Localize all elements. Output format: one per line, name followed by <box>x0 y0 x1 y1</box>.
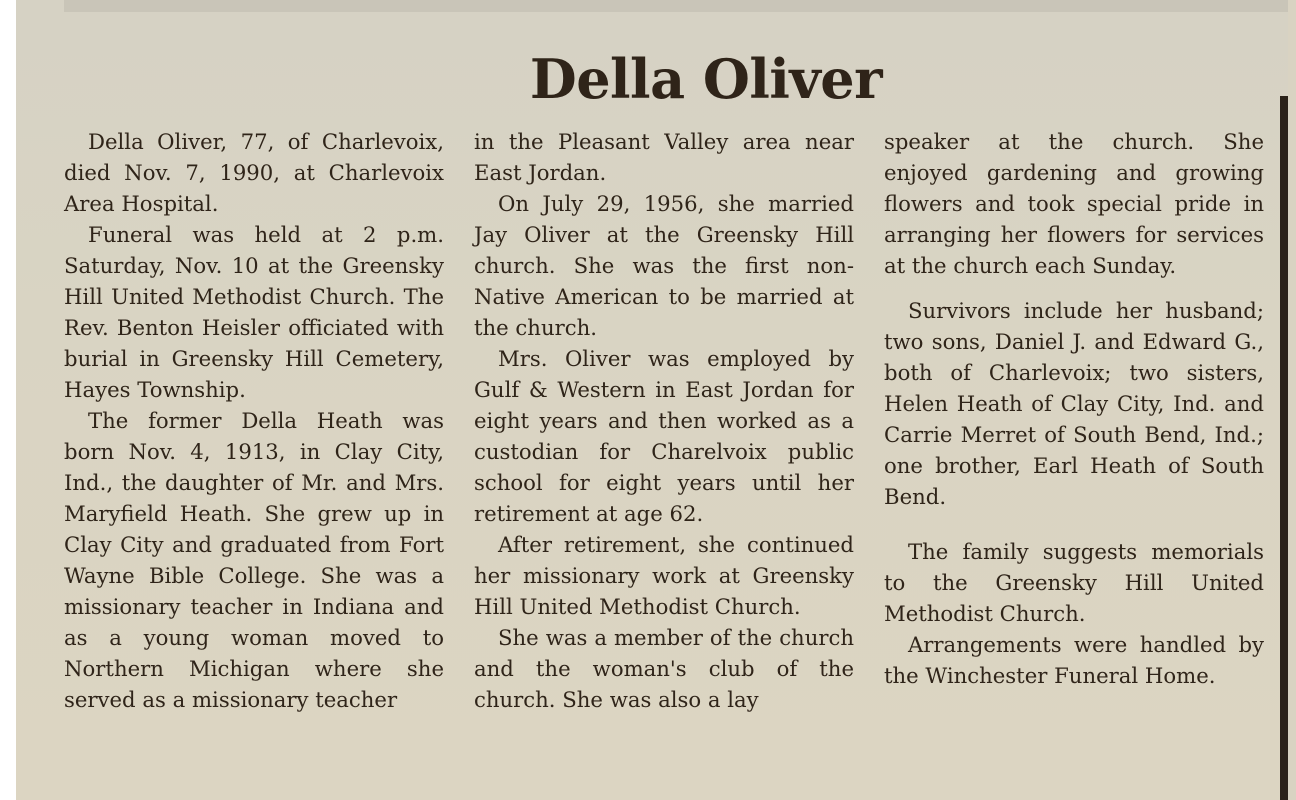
paragraph-retirement: After retirement, she continued her missionary work at Greensky Hill United Methodist Church. <box>474 532 854 619</box>
paragraph-marriage: On July 29, 1956, she married Jay Oliver at the Greensky Hill church. She was the first non-Native American to be married at the church. <box>474 191 854 340</box>
paragraph-survivors: Survivors include her husband; two sons, Daniel J. and Edward G., both of Charlevoix; two sisters, Helen Heath of Clay City, Ind. and Carrie Merret of South Bend, Ind.; one brother, Earl Heath of South Bend. <box>884 298 1264 509</box>
paragraph-employment: Mrs. Oliver was employed by Gulf & Western in East Jordan for eight years and then worked as a custodian for Charelvoix public school for eight years until her retirement at age 62. <box>474 346 854 526</box>
column-1 <box>64 126 444 715</box>
spacer <box>884 281 1264 295</box>
column-3 <box>884 126 1264 691</box>
paragraph-funeral: Funeral was held at 2 p.m. Saturday, Nov. 10 at the Greensky Hill United Methodist Church. The Rev. Benton Heisler officiated with burial in Greensky Hill Cemetery, Hayes Township. <box>64 222 444 402</box>
paragraph-biography: The former Della Heath was born Nov. 4, 1913, in Clay City, Ind., the daughter of Mr. and Mrs. Maryfield Heath. She grew up in Clay City and graduated from Fort Wayne Bible College. She was a missionary teacher in Indiana and as a young woman moved to Northern Michigan where she served as a missionary teacher <box>64 408 444 712</box>
column-2 <box>474 126 854 715</box>
paragraph-death-notice: Della Oliver, 77, of Charlevoix, died Nov. 7, 1990, at Charlevoix Area Hospital. <box>64 129 444 216</box>
paragraph-arrangements: Arrangements were handled by the Winchester Funeral Home. <box>884 632 1264 688</box>
page-margin <box>0 0 16 800</box>
paragraph-continuation: in the Pleasant Valley area near East Jordan. <box>474 129 854 185</box>
paragraph-hobbies: speaker at the church. She enjoyed gardening and growing flowers and took special pride in arranging her flowers for services at the church each Sunday. <box>884 129 1264 278</box>
headline: Della Oliver <box>529 47 883 111</box>
newspaper-clipping <box>16 0 1288 800</box>
column-rule <box>1280 96 1288 800</box>
spacer <box>884 512 1264 536</box>
top-edge-strip <box>64 0 1288 12</box>
paragraph-membership: She was a member of the church and the woman's club of the church. She was also a lay <box>474 625 854 712</box>
paragraph-memorials: The family suggests memorials to the Greensky Hill United Methodist Church. <box>884 539 1264 626</box>
